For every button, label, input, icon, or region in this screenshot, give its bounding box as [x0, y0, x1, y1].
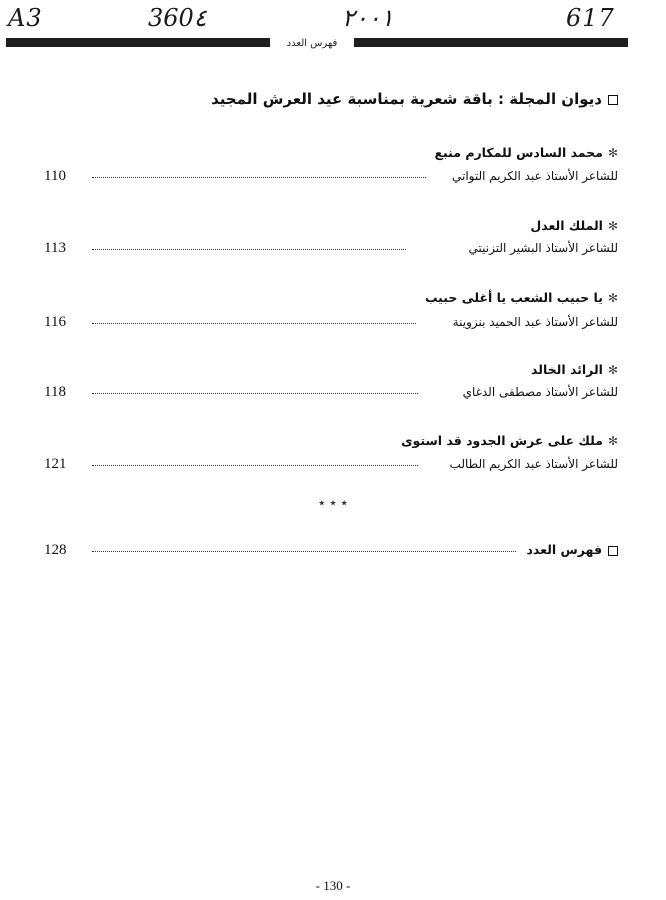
section-separator: ٭ ٭ ٭: [318, 496, 348, 511]
author-line: للشاعر الأستاذ البشير التزنيتي: [468, 241, 618, 255]
header-band-label: فهرس العدد: [286, 38, 338, 49]
checkbox-square-icon: [608, 546, 618, 556]
entry-title: ✻ملك على عرش الجدود قد استوى: [401, 433, 618, 448]
asterisk-icon: ✻: [607, 363, 618, 377]
handwritten-code-left: A3: [8, 4, 43, 32]
checkbox-square-icon: [608, 95, 618, 105]
entry-title: ✻الملك العدل: [530, 218, 618, 233]
entry-title: ✻يا حبيب الشعب يا أغلى حبيب: [424, 290, 618, 305]
toc-entry: [44, 382, 618, 402]
toc-entry: [44, 454, 618, 474]
asterisk-icon: ✻: [607, 291, 618, 305]
handwritten-code-mid-left: 360٤: [148, 4, 207, 32]
asterisk-icon: ✻: [607, 434, 618, 448]
header-bar-right: [354, 38, 628, 47]
entry-title: ✻الرائد الخالد: [531, 362, 618, 377]
section-title: ديوان المجلة : باقة شعرية بمناسبة عيد العرش المجيد: [211, 90, 602, 108]
toc-entry: [44, 166, 618, 186]
toc-entry: [44, 312, 618, 332]
dot-leader: [92, 393, 418, 394]
entry-title: ✻محمد السادس للمكارم منبع: [434, 145, 618, 160]
dot-leader: [92, 177, 426, 178]
dot-leader: [92, 465, 418, 466]
section-heading: [211, 90, 618, 108]
header-bar-left: [6, 38, 270, 47]
dot-leader: [92, 551, 516, 552]
dot-leader: [92, 249, 406, 250]
toc-entry: [44, 238, 618, 258]
author-line: للشاعر الأستاذ عبد الحميد بنزوينة: [452, 315, 618, 329]
page-number: 113: [44, 240, 66, 256]
page-number: 110: [44, 168, 66, 184]
toc-entry-index: [44, 540, 618, 560]
page-number: 121: [44, 456, 67, 472]
author-line: للشاعر الأستاذ عبد الكريم التواتي: [451, 169, 618, 183]
page-number: 118: [44, 384, 66, 400]
asterisk-icon: ✻: [607, 219, 618, 233]
author-line: للشاعر الأستاذ مصطفى الدغاي: [462, 385, 618, 399]
page-footer-number: - 130 -: [315, 878, 351, 893]
handwritten-date: ٢٠٠١: [342, 4, 394, 32]
asterisk-icon: ✻: [607, 146, 618, 160]
author-line: للشاعر الأستاذ عبد الكريم الطالب: [449, 457, 618, 471]
handwritten-code-right: 617: [566, 4, 615, 32]
page-number: 128: [44, 542, 67, 558]
page-number: 116: [44, 314, 66, 330]
dot-leader: [92, 323, 416, 324]
index-label: فهرس العدد: [527, 540, 618, 560]
